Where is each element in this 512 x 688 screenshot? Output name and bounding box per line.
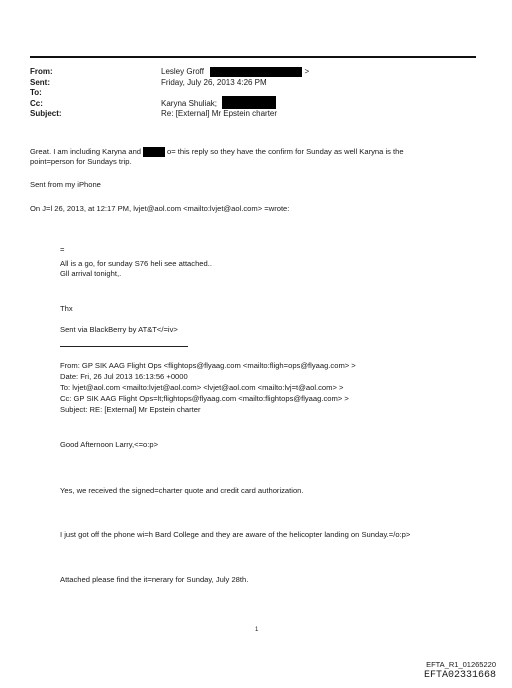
sent-via-line: Sent via BlackBerry by AT&T</=iv> — [60, 325, 178, 334]
fwd-to-line: To: lvjet@aol.com <mailto:lvjet@aol.com> <lvjet@aol.com <mailto:lvj=t@aol.com> > — [60, 383, 344, 392]
forward-separator — [60, 346, 188, 347]
from-value: Lesley Groff — [161, 67, 204, 76]
all-is-a-go-line: All is a go, for sunday S76 heli see attached.. — [60, 259, 212, 268]
equals-line: = — [60, 245, 65, 254]
sent-from-line: Sent from my iPhone — [30, 180, 101, 189]
footer-ref-1: EFTA_R1_01265220 — [426, 660, 496, 669]
fwd-subject-line: Subject: RE: [External] Mr Epstein charter — [60, 405, 201, 414]
bard-college-line: I just got off the phone wi=h Bard College and they are aware of the helicopter landing on Sunday.=/o:p> — [60, 530, 411, 539]
email-header — [30, 67, 476, 120]
cc-label: Cc: — [30, 98, 43, 108]
subject-label: Subject: — [30, 109, 62, 118]
thx-line: Thx — [60, 304, 73, 313]
from-row — [30, 67, 476, 78]
fwd-cc-line: Cc: GP SIK AAG Flight Ops=lt;flightops@flyaag.com <mailto:flightops@flyaag.com> > — [60, 394, 349, 403]
subject-value: Re: [External] Mr Epstein charter — [161, 109, 278, 118]
header-top-rule — [30, 56, 476, 58]
on-wrote-line: On J=l 26, 2013, at 12:17 PM, lvjet@aol.com <mailto:lvjet@aol.com> =wrote: — [30, 204, 290, 213]
cc-value: Karyna Shuliak; — [161, 98, 218, 108]
sent-row — [30, 78, 476, 89]
subject-row — [30, 109, 476, 120]
from-suffix: > — [304, 67, 310, 76]
body-paragraph-1-line-1: Great. I am including Karyna and o= this reply so they have the confirm for Sunday as well Karyna is the — [30, 147, 404, 156]
received-line: Yes, we received the signed=charter quote and credit card authorization. — [60, 486, 304, 495]
redaction-block — [210, 67, 302, 77]
to-label: To: — [30, 88, 42, 97]
sent-label: Sent: — [30, 77, 50, 87]
fwd-date-line: Date: Fri, 26 Jul 2013 16:13:56 +0000 — [60, 372, 188, 381]
page-number: 1 — [255, 627, 259, 633]
redaction-block — [143, 147, 165, 157]
from-label: From: — [30, 67, 53, 76]
footer-ref-2: EFTA02331668 — [423, 670, 496, 681]
attached-line: Attached please find the it=nerary for Sunday, July 28th. — [60, 575, 249, 584]
cc-row — [30, 99, 476, 110]
greeting-line: Good Afternoon Larry,<=o:p> — [60, 440, 159, 449]
arrival-line: Gll arrival tonight,. — [60, 269, 122, 278]
sent-value: Friday, July 26, 2013 4:26 PM — [161, 77, 267, 87]
body-paragraph-1-line-2: point=person for Sundays trip. — [30, 157, 132, 166]
redaction-block — [222, 96, 276, 109]
fwd-from-line: From: GP SIK AAG Flight Ops <flightops@flyaag.com <mailto:fligh=ops@flyaag.com> > — [60, 361, 356, 370]
